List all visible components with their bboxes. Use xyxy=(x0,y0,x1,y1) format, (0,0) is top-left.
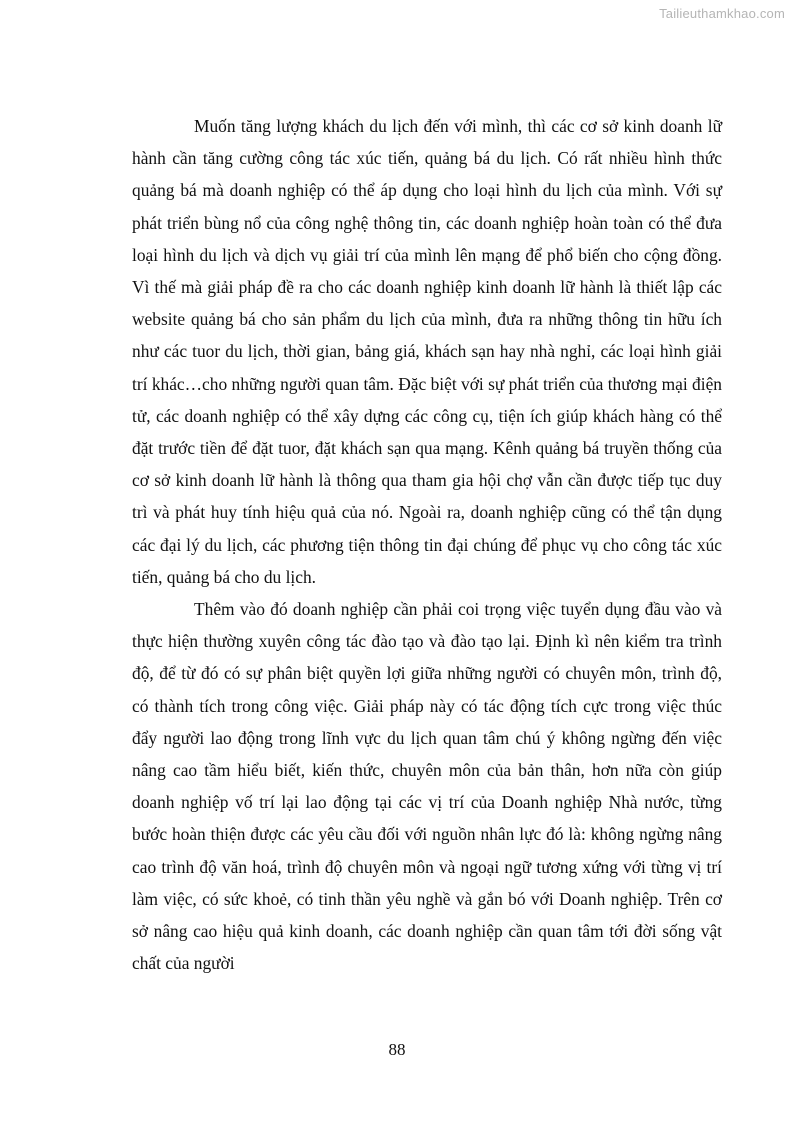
paragraph-human-resources: Thêm vào đó doanh nghiệp cần phải coi trọng việc tuyển dụng đầu vào và thực hiện thường xuyên công tác đào tạo và đào tạo lại. Định kì nên kiểm tra trình độ, để từ đó có sự phân biệt quyền lợi giữa những người có chuyên môn, trình độ, có thành tích trong công việc. Giải pháp này có tác động tích cực trong việc thúc đẩy người lao động trong lĩnh vực du lịch quan tâm chú ý không ngừng đến việc nâng cao tầm hiểu biết, kiến thức, chuyên môn của bản thân, hơn nữa còn giúp doanh nghiệp vố trí lại lao động tại các vị trí của Doanh nghiệp Nhà nước, từng bước hoàn thiện được các yêu cầu đối với nguồn nhân lực đó là: không ngừng nâng cao trình độ văn hoá, trình độ chuyên môn và ngoại ngữ tương xứng với từng vị trí làm việc, có sức khoẻ, có tinh thần yêu nghề và gắn bó với Doanh nghiệp. Trên cơ sở nâng cao hiệu quả kinh doanh, các doanh nghiệp cần quan tâm tới đời sống vật chất của người xyxy=(132,599,722,974)
paragraph-promotion: Muốn tăng lượng khách du lịch đến với mình, thì các cơ sở kinh doanh lữ hành cần tăng cường công tác xúc tiến, quảng bá du lịch. Có rất nhiều hình thức quảng bá mà doanh nghiệp có thể áp dụng cho loại hình du lịch của mình. Với sự phát triển bùng nổ của công nghệ thông tin, các doanh nghiệp hoàn toàn có thể đưa loại hình du lịch và dịch vụ giải trí của mình lên mạng để phổ biến cho cộng đồng. Vì thế mà giải pháp đề ra cho các doanh nghiệp kinh doanh lữ hành là thiết lập các website quảng bá cho sản phẩm du lịch của mình, đưa ra những thông tin hữu ích như các tuor du lịch, thời gian, bảng giá, khách sạn hay nhà nghỉ, các loại hình giải trí khác…cho những người quan tâm. Đặc biệt với sự phát triển của thương mại điện tử, các doanh nghiệp có thể xây dựng các công cụ, tiện ích giúp khách hàng có thể đặt trước tiền để đặt tuor, đặt khách sạn qua mạng. Kênh quảng bá truyền thống của cơ sở kinh doanh lữ hành là thông qua tham gia hội chợ vẫn cần được tiếp tục duy trì và phát huy tính hiệu quả của nó. Ngoài ra, doanh nghiệp cũng có thể tận dụng các đại lý du lịch, các phương tiện thông tin đại chúng để phục vụ cho công tác xúc tiến, quảng bá cho du lịch. xyxy=(132,116,722,587)
watermark: Tailieuthamkhao.com xyxy=(659,6,785,21)
page-body xyxy=(132,110,722,979)
page-number: 88 xyxy=(388,1040,406,1059)
